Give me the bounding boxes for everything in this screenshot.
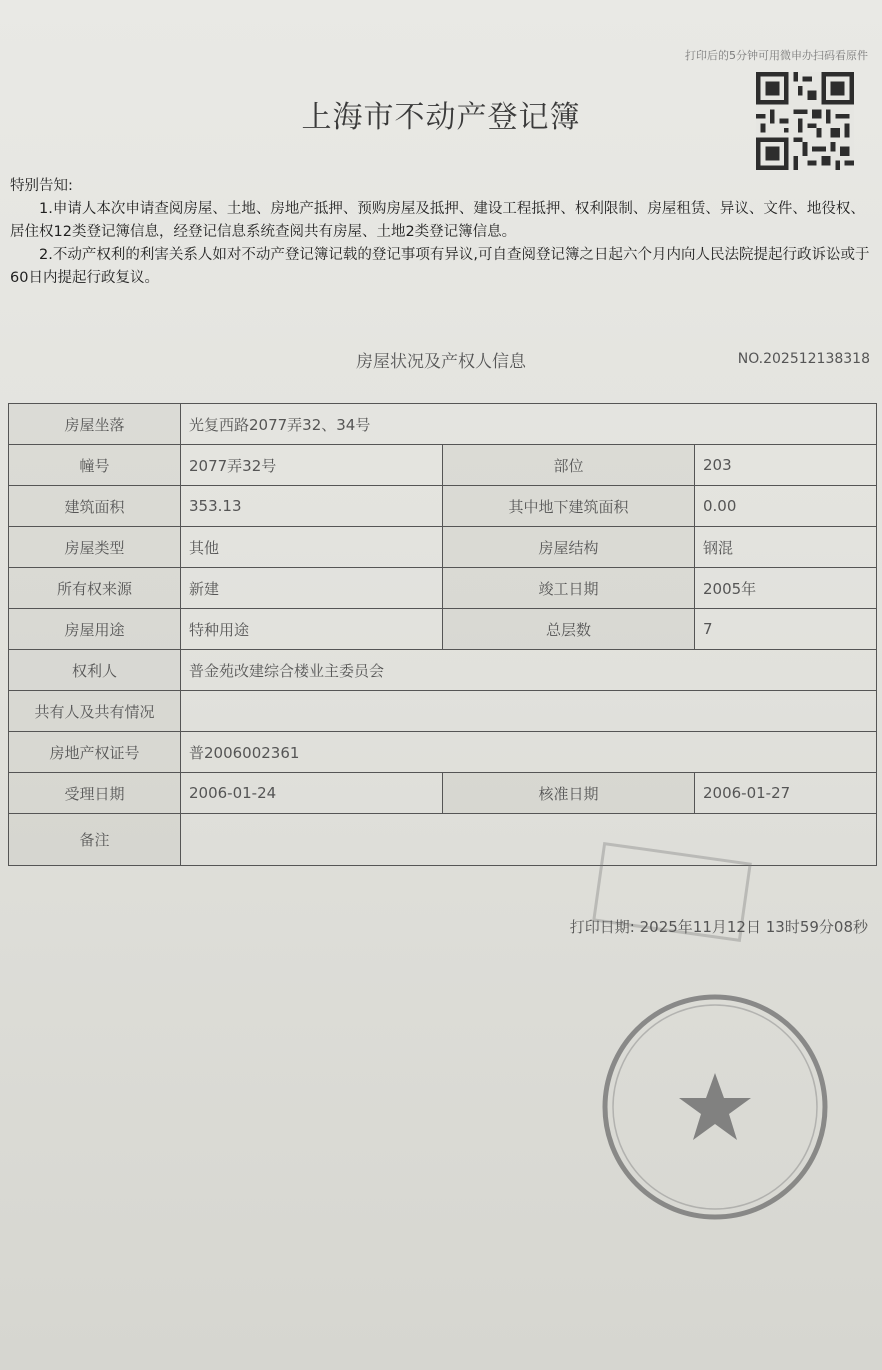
qr-note: 打印后的5分钟可用微申办扫码看原件 [685,49,868,62]
print-date: 打印日期: 2025年11月12日 13时59分08秒 [569,918,868,936]
total-floors-value: 7 [695,609,877,650]
certificate-label: 房地产权证号 [9,732,181,773]
table-row [9,773,877,814]
table-row [9,732,877,773]
unit-label: 部位 [443,445,695,486]
notice-block [10,175,874,290]
completion-date-label: 竣工日期 [443,568,695,609]
table-row [9,568,877,609]
area-value: 353.13 [181,486,443,527]
building-no-value: 2077弄32号 [181,445,443,486]
usage-label: 房屋用途 [9,609,181,650]
record-number: NO.202512138318 [737,351,870,367]
ownership-source-label: 所有权来源 [9,568,181,609]
qr-code [752,72,858,170]
remark-value [181,814,877,866]
completion-date-value: 2005年 [695,568,877,609]
notice-item-2: 2.不动产权利的利害关系人如对不动产登记簿记载的登记事项有异议,可自查阅登记簿之日起六个月内向人民法院提起行政诉讼或于60日内提起行政复议。 [10,247,870,286]
usage-value: 特种用途 [181,609,443,650]
table-row [9,486,877,527]
ownership-source-value: 新建 [181,568,443,609]
building-no-label: 幢号 [9,445,181,486]
co-owner-label: 共有人及共有情况 [9,691,181,732]
unit-value: 203 [695,445,877,486]
section-title: 房屋状况及产权人信息 [356,352,526,372]
co-owner-value [181,691,877,732]
total-floors-label: 总层数 [443,609,695,650]
remark-label: 备注 [9,814,181,866]
approve-date-label: 核准日期 [443,773,695,814]
table-row [9,609,877,650]
house-type-value: 其他 [181,527,443,568]
table-row [9,404,877,445]
property-info-table [8,403,877,866]
accept-date-label: 受理日期 [9,773,181,814]
certificate-value: 普2006002361 [181,732,877,773]
accept-date-value: 2006-01-24 [181,773,443,814]
approve-date-value: 2006-01-27 [695,773,877,814]
underground-area-label: 其中地下建筑面积 [443,486,695,527]
page-title: 上海市不动产登记簿 [301,100,581,135]
table-row [9,527,877,568]
official-seal [585,985,845,1230]
table-row [9,814,877,866]
table-row [9,650,877,691]
house-type-label: 房屋类型 [9,527,181,568]
owner-label: 权利人 [9,650,181,691]
table-row [9,445,877,486]
address-label: 房屋坐落 [9,404,181,445]
area-label: 建筑面积 [9,486,181,527]
table-row [9,691,877,732]
owner-value: 普金苑改建综合楼业主委员会 [181,650,877,691]
address-value: 光复西路2077弄32、34号 [181,404,877,445]
notice-item-1: 1.申请人本次申请查阅房屋、土地、房地产抵押、预购房屋及抵押、建设工程抵押、权利限制、房屋租赁、异议、文件、地役权、居住权12类登记簿信息，经登记信息系统查阅共有房屋、土地2类登记簿信息。 [10,201,865,240]
structure-value: 钢混 [695,527,877,568]
underground-area-value: 0.00 [695,486,877,527]
structure-label: 房屋结构 [443,527,695,568]
notice-heading: 特别告知: [10,178,73,194]
